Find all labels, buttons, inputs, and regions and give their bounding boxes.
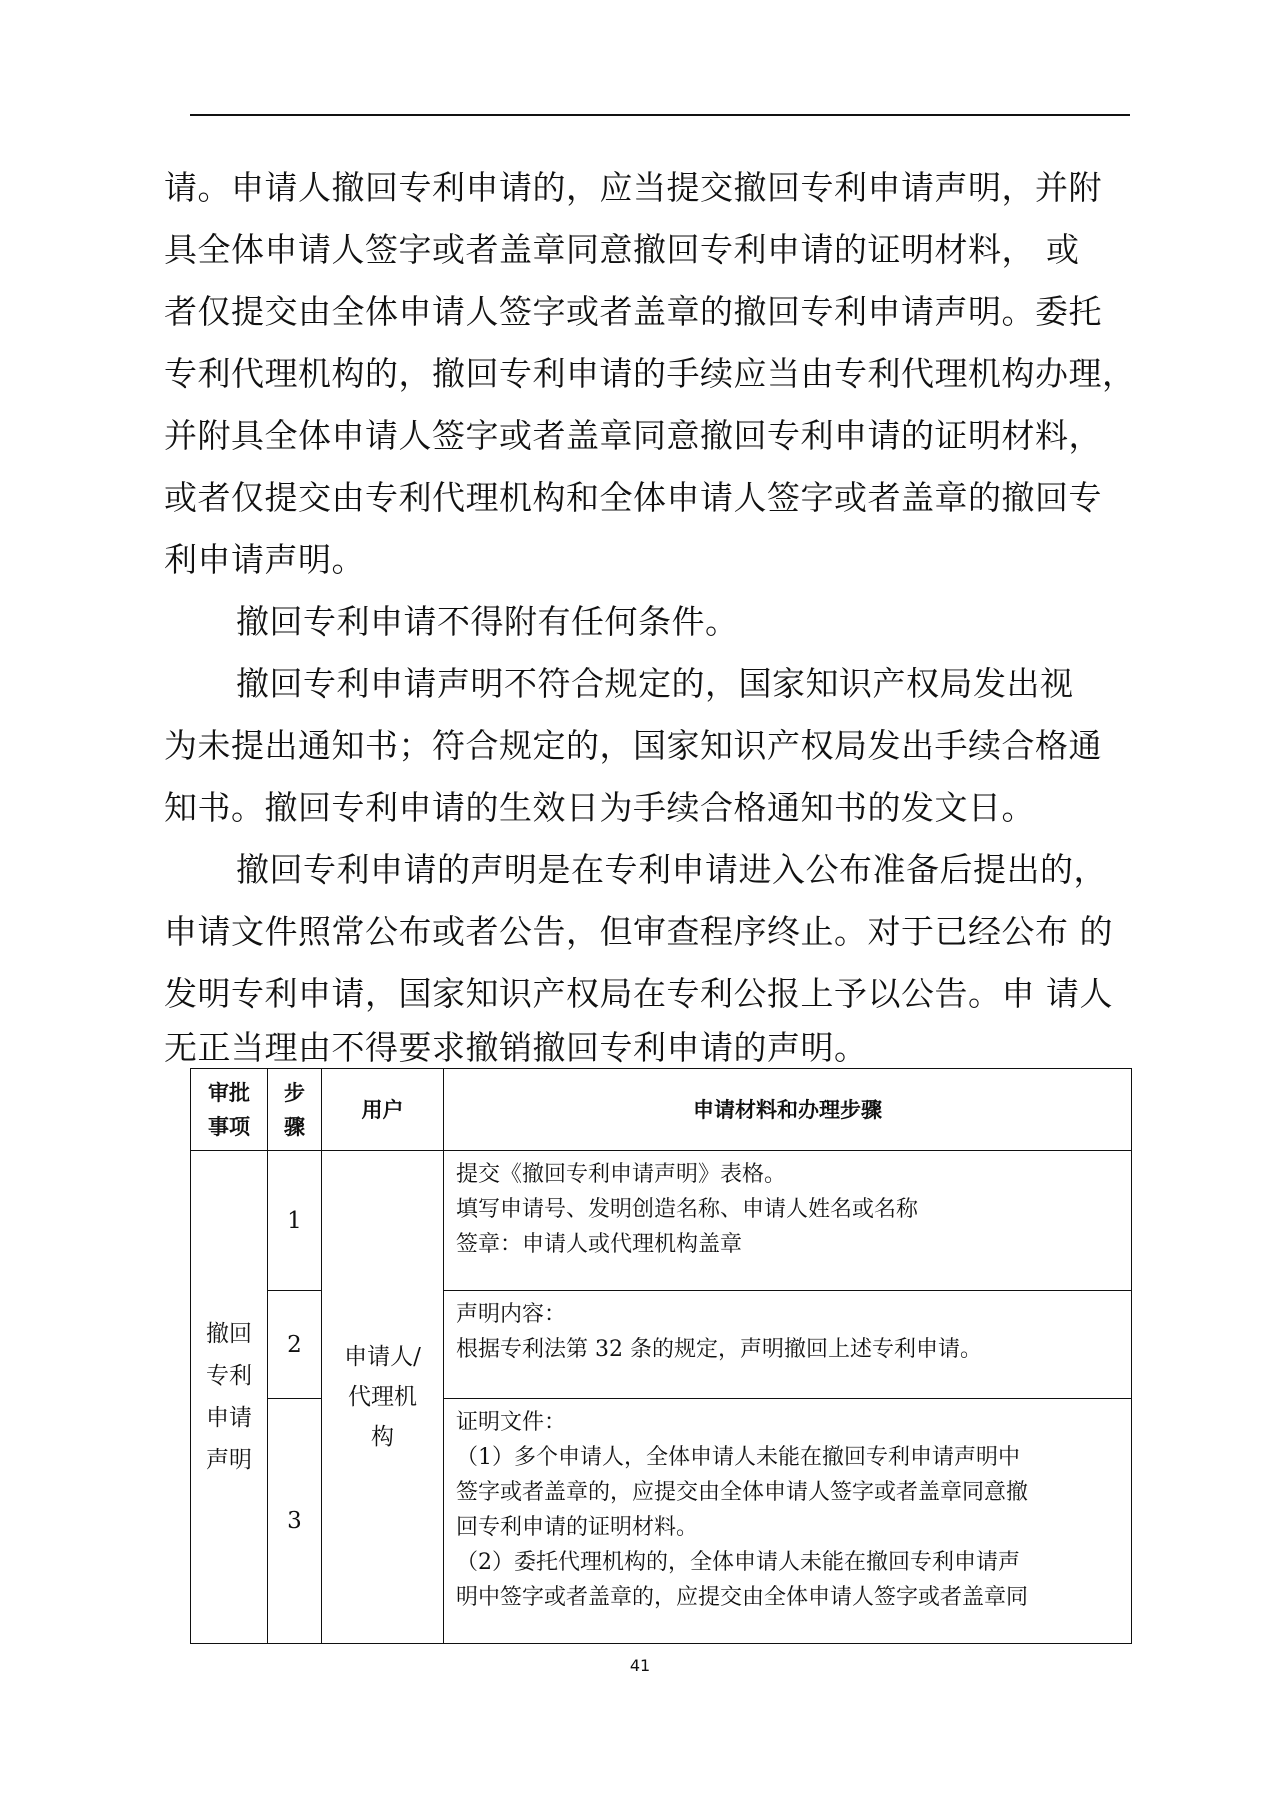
material-line: 声明内容：	[456, 1302, 567, 1327]
paragraph-line: 发明专利申请，国家知识产权局在专利公报上予以公告。申 请人	[164, 974, 1113, 1013]
paragraph-line: 知书。撤回专利申请的生效日为手续合格通知书的发文日。	[164, 788, 1035, 827]
table-header-row	[191, 1069, 1132, 1151]
material-line: 签字或者盖章的，应提交由全体申请人签字或者盖章同意撤	[456, 1480, 1029, 1505]
paragraph-line: 申请文件照常公布或者公告，但审查程序终止。对于已经公布 的	[164, 912, 1113, 951]
page-number: 41	[629, 1656, 651, 1675]
paragraph-line: 利申请声明。	[164, 540, 365, 579]
paragraph-line: 为未提出通知书；符合规定的，国家知识产权局发出手续合格通	[164, 726, 1102, 765]
header-step: 步骤	[268, 1069, 322, 1151]
step-cell: 1	[268, 1151, 322, 1291]
material-line: 提交《撤回专利申请声明》表格。	[456, 1162, 787, 1187]
step-cell: 2	[268, 1291, 322, 1399]
material-line: （1）多个申请人，全体申请人未能在撤回专利申请声明中	[456, 1445, 1020, 1470]
paragraph-line: 专利代理机构的，撤回专利申请的手续应当由专利代理机构办理，	[164, 354, 1136, 393]
paragraph-line: 撤回专利申请的声明是在专利申请进入公布准备后提出的，	[236, 850, 1107, 889]
header-rule	[190, 114, 1130, 116]
paragraph-line: 无正当理由不得要求撤销撤回专利申请的声明。	[164, 1028, 868, 1067]
material-line: 证明文件：	[456, 1410, 567, 1435]
step-cell: 3	[268, 1399, 322, 1644]
material-line: 填写申请号、发明创造名称、申请人姓名或名称	[456, 1197, 919, 1222]
material-line: 根据专利法第 32 条的规定，声明撤回上述专利申请。	[456, 1337, 982, 1362]
material-line: （2）委托代理机构的，全体申请人未能在撤回专利申请声	[456, 1550, 1020, 1575]
material-line: 明中签字或者盖章的，应提交由全体申请人签字或者盖章同	[456, 1585, 1029, 1610]
user-cell: 申请人/代理机构	[322, 1151, 444, 1644]
materials-cell	[444, 1399, 1132, 1644]
materials-cell	[444, 1291, 1132, 1399]
table-row	[191, 1151, 1132, 1291]
materials-cell	[444, 1151, 1132, 1291]
header-user: 用户	[322, 1069, 444, 1151]
paragraph-line: 者仅提交由全体申请人签字或者盖章的撤回专利申请声明。委托	[164, 292, 1102, 331]
paragraph-line: 并附具全体申请人签字或者盖章同意撤回专利申请的证明材料，	[164, 416, 1102, 455]
paragraph-line: 具全体申请人签字或者盖章同意撤回专利申请的证明材料， 或	[164, 230, 1080, 269]
paragraph-line: 或者仅提交由专利代理机构和全体申请人签字或者盖章的撤回专	[164, 478, 1102, 517]
item-cell: 撤回专利申请声明	[191, 1151, 268, 1644]
material-line: 签章：申请人或代理机构盖章	[456, 1232, 743, 1257]
header-item: 审批事项	[191, 1069, 268, 1151]
header-materials: 申请材料和办理步骤	[444, 1069, 1132, 1151]
paragraph-line: 请。申请人撤回专利申请的，应当提交撤回专利申请声明，并附	[164, 168, 1102, 207]
procedure-table	[190, 1068, 1132, 1644]
paragraph-line: 撤回专利申请声明不符合规定的，国家知识产权局发出视	[236, 664, 1074, 703]
paragraph-line: 撤回专利申请不得附有任何条件。	[236, 602, 739, 641]
material-line: 回专利申请的证明材料。	[456, 1515, 699, 1540]
